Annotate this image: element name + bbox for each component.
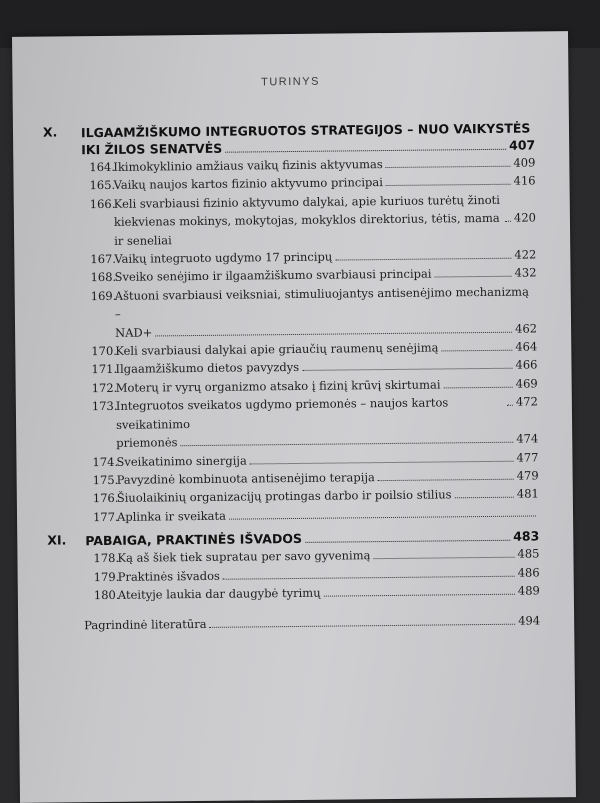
dot-leader <box>335 258 511 261</box>
entry-number: 164. <box>89 159 116 175</box>
entry-number: 166. <box>89 196 116 211</box>
toc-entry <box>90 190 537 250</box>
page-number: 486 <box>517 564 540 580</box>
page-number: 416 <box>513 173 536 189</box>
toc-entry <box>91 282 538 342</box>
section-title: PABAIGA, PRAKTINĖS IŠVADOS <box>85 531 303 549</box>
page-number: 462 <box>515 321 538 336</box>
entry-title: Keli svarbiausi dalykai apie griaučių raumenų senėjimą <box>115 340 439 358</box>
entry-title: Integruotos sveikatos ugdymo priemonės – naujos kartos sveikatinimo <box>115 395 449 432</box>
page-number: 489 <box>517 583 540 598</box>
page-number: 485 <box>517 546 540 561</box>
entry-number: 172. <box>91 380 118 395</box>
section-x-heading <box>43 119 535 158</box>
entry-title: Pavyzdinė kombinuota antisenėjimo terapija <box>116 470 375 487</box>
dot-leader <box>444 387 513 389</box>
entry-number: 180. <box>93 587 120 603</box>
dot-leader <box>302 368 512 371</box>
entry-title: Keli svarbiausi fizinio aktyvumo dalykai, apie kuriuos turėtų žinoti <box>113 192 500 211</box>
entry-title: Pagrindinė literatūra <box>84 617 207 633</box>
dot-leader <box>181 442 514 446</box>
dot-leader <box>155 331 512 336</box>
entry-number: 176. <box>92 491 119 506</box>
toc-entry <box>94 581 540 604</box>
entry-number: 168. <box>90 270 117 285</box>
entry-number: 174. <box>92 454 119 469</box>
entry-title: Sveiko senėjimo ir ilgaamžiškumo svarbiausi principai <box>114 266 432 285</box>
entry-title: Ikimokyklinio amžiaus vaikų fizinis aktyvumas <box>113 157 383 174</box>
page-number: 409 <box>513 155 536 170</box>
bibliography-entry <box>84 614 540 634</box>
page-number: 466 <box>515 357 538 373</box>
section-title: IKI ŽILOS SENATVĖS <box>81 140 223 158</box>
dot-leader <box>225 149 506 153</box>
entry-title: Aplinka ir sveikata <box>116 508 227 524</box>
entry-number: 173. <box>91 399 118 414</box>
entry-title: Moterų ir vyrų organizmo atsako į fizinį krūvį skirtumai <box>115 377 441 395</box>
page-number: 494 <box>518 613 541 629</box>
dot-leader <box>505 221 511 222</box>
running-title: TURINYS <box>261 75 320 89</box>
entry-number: 177. <box>92 509 119 524</box>
page-number: 472 <box>515 394 538 409</box>
entry-number: 170. <box>91 343 117 359</box>
entry-title: Ateityje laukia dar daugybė tyrimų <box>117 585 321 602</box>
section-x-entries <box>89 153 539 526</box>
entry-number: 165. <box>89 178 116 193</box>
dot-leader <box>386 166 511 168</box>
dot-leader <box>229 515 536 519</box>
table-of-contents <box>43 119 540 633</box>
section-number: X. <box>42 124 58 140</box>
entry-title: Ilgaamžiškumo dietos pavyzdys <box>115 360 300 377</box>
book-page <box>12 31 576 803</box>
page-number: 422 <box>514 247 537 262</box>
entry-title: Šiuolaikinių organizacijų protingas darbo ir poilsio stilius <box>116 487 452 506</box>
page-number: 474 <box>516 431 539 446</box>
page-number: 420 <box>513 210 536 225</box>
entry-number: 179. <box>93 569 120 584</box>
dot-leader <box>435 276 512 278</box>
page-number: 469 <box>515 376 538 391</box>
dot-leader <box>324 594 515 597</box>
entry-title: Sveikatinimo sinergija <box>116 452 247 469</box>
dot-leader <box>455 497 514 499</box>
dot-leader <box>373 557 514 559</box>
page-number: 407 <box>508 137 536 153</box>
dot-leader <box>386 184 511 186</box>
entry-title: Praktinės išvados <box>117 568 220 584</box>
dot-leader <box>210 624 516 628</box>
entry-number: 178. <box>93 550 120 566</box>
page-number: 464 <box>515 339 538 354</box>
page-number: 479 <box>516 468 539 483</box>
toc-entry <box>92 393 539 453</box>
entry-title: Vaikų integruoto ugdymo 17 principų <box>114 249 333 266</box>
entry-number: 171. <box>91 362 118 377</box>
entry-number: 169. <box>90 288 117 303</box>
section-xi-entries <box>93 545 540 605</box>
dot-leader <box>305 540 510 543</box>
dot-leader <box>250 460 514 464</box>
entry-title: priemonės <box>116 435 178 450</box>
dot-leader <box>507 405 513 406</box>
entry-title: Vaikų naujos kartos fizinio aktyvumo principai <box>113 175 383 193</box>
entry-title: Aštuoni svarbiausi veiksniai, stimuliuojantys antisenėjimo mechanizmą – <box>114 284 529 322</box>
page-number: 481 <box>516 486 539 501</box>
section-number: XI. <box>47 532 67 548</box>
entry-number: 175. <box>92 472 119 488</box>
entry-title: NAD+ <box>115 325 153 340</box>
entry-title: kiekvienas mokinys, mokytojas, mokyklos direktorius, tėtis, mama ir seneliai <box>113 211 500 248</box>
dot-leader <box>223 575 515 579</box>
section-title: ILGAAMŽIŠKUMO INTEGRUOTOS STRATEGIJOS – NUO VAIKYSTĖS <box>80 120 531 141</box>
page-number: 432 <box>514 265 537 281</box>
entry-title: Ką aš šiek tiek supratau per savo gyvenimą <box>117 548 371 565</box>
dot-leader <box>441 350 512 352</box>
page-number: 483 <box>513 528 540 544</box>
toc-entry <box>93 503 539 526</box>
page-number: 477 <box>516 449 539 465</box>
entry-number: 167. <box>90 251 117 267</box>
dot-leader <box>378 479 514 481</box>
